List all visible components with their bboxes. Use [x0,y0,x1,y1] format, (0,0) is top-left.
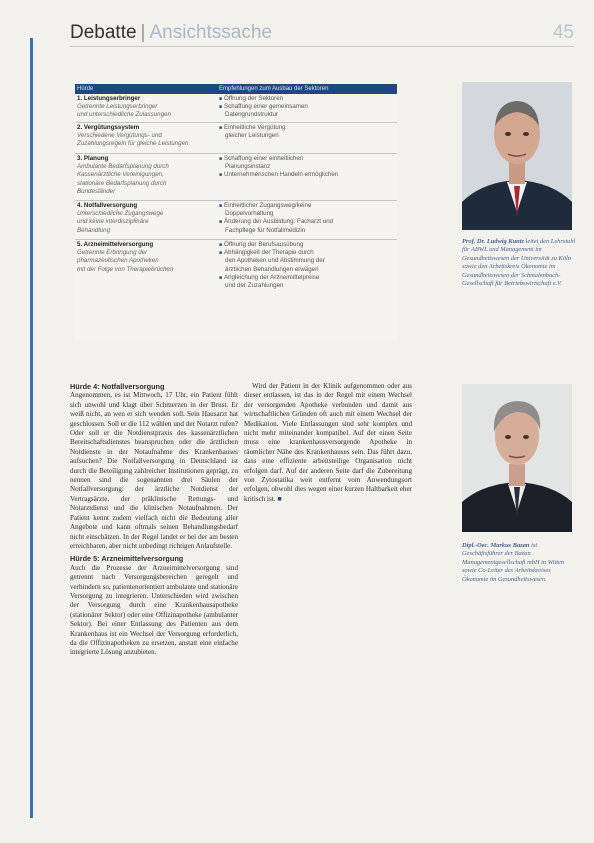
row-title: 5. Arzneimittelversorgung [77,241,154,248]
person-name: Dipl.-Oec. Markus Bazan [462,542,530,549]
row-rec: ■ Abhängigkeit der Therapie durch [219,249,395,257]
row-title: 3. Planung [77,155,109,162]
section-heading: Hürde 4: Notfallversorgung [70,382,165,391]
row-rec: ■ Einheitliche Vergütung [219,124,395,132]
table-row [75,201,397,240]
table-row [75,154,397,201]
portrait-illustration [462,384,572,532]
title-main: Debatte [70,22,137,43]
row-rec: ■ Öffnung der Sektoren [219,95,395,103]
row-desc: Ambulante Bedarfsplanung durch [77,163,169,171]
hurdles-table [75,84,397,340]
row-rec: ■ Schaffung einer einheitlichen [219,155,395,163]
row-rec: Fachpflege für Notfallmedizin [225,226,306,234]
end-mark-icon: ■ [277,494,282,503]
row-desc: Unterschiedliche Zugangswege [77,210,164,218]
article-paragraph: Angenommen, es ist Mittwoch, 17 Uhr, ein Patient fühlt sich unwohl und klagt über Schmerzen in der Brust. Er weiß nicht, an wen er sich wenden soll. Sein Hausarzt hat geschlossen. Soll er die 112 wählen und der Notarzt rufen? Oder soll er die Notdienstpraxis des kassenärztlichen Bereitschaftsdienstes beanspruchen oder die ärztlichen Notdienste in der Notaufnahme des Krankenhauses aufsuchen? Die Notfallversorgung in Deutschland ist durch die Beteiligung zahlreicher Institutionen geprägt, zu nennen sind die sogenannten drei Säulen der Notfallversorgung: der ärztliche Notdienst der Vertragsärzte, der präklinische Rettungs- und Notarztdienst und die klinischen Notaufnahmen. Der Patient kennt zudem vielfach nicht die Bedeutung aller Angebote und kann oftmals seinen Behandlungsbedarf nicht einschätzen. In der Regel landet er bei der am besten erreichbaren, aber nicht unbedingt richtigen Anlaufstelle. [70,391,238,550]
row-rec: gleicher Leistungen [225,132,279,140]
row-rec: und der Zuzahlungen [225,282,284,290]
article-column-left [70,382,238,661]
row-desc: Zuzahlungsregeln für gleiche Leistungen [77,140,189,148]
article-paragraph: Auch die Prozesse der Arzneimittelversorgung sind getrennt nach Versorgungsbereichen geregelt und verhindern so, patientenorientiert ambulante und stationäre Versorgung zu integrieren. Unterschieden wird zwischen der Versorgung durch eine Krankenhausapotheke (stationärer Sektor) oder eine Offizinapotheke (ambulanter Sektor). Bei einer Entlassung des Patienten aus dem Krankenhaus ist ein Wechsel der Versorgung erforderlich, da die Offizinapotheken zu ersetzen, anstatt eine einfache integrierte Lösung anzubieten. [70,563,238,657]
row-title: 4. Notfallversorgung [77,202,138,209]
table-header-right: Empfehlungen zum Ausbau der Sektoren [219,86,329,92]
table-header-left: Hürde [77,86,94,92]
row-title: 1. Leistungserbringer [77,95,141,102]
table-row [75,94,397,123]
row-desc: Getrennte Erbringung der [77,249,148,257]
article-paragraph-text: Wird der Patient in der Klinik aufgenommen oder aus dieser entlassen, ist das in der Regel mit einem Wechsel der versorgenden Apotheke verbunden und damit aus wirtschaftlichen Gründen oft auch mit einem Wechsel der Medikation. Viele Entlassungen sind sehr komplex und nicht mehr miteinander kompatibel. Auf der einen Seite muss eine krankenhausversorgende Apotheke in räumlicher Nähe des Krankenhauses sein. Das führt dazu, dass eine effiziente arbeitsteilige Organisation nicht erfolgen darf. Auf der anderen Seite darf die Zubereitung von Zytostatika weit entfernt vom Anwendungsort erfolgen, obwohl dies wegen einer kurzen Haltbarkeit eher kritisch ist. [244,382,412,503]
row-rec: ■ Einheitlicher Zugangsweg/keine [219,202,395,210]
row-title: 2. Vergütungssystem [77,124,140,131]
row-rec: ■ Angleichung der Arzneimittelpreise [219,274,395,282]
person-role: leitet den Lehrstuhl für ABWL und Management im Gesundheitswesen der Universität zu Köln sowie den Arbeitskreis Ökonomie im Gesundheitswesen der Schmalenbach-Gesellschaft für Betriebswirtschaft e.V. [462,238,576,288]
page-title [70,22,272,44]
person-role: ist Geschäftsführer der Bazan Managementgesellschaft mbH in Witten sowie Co-Leiter des Arbeitskreises Ökonomie im Gesundheitswesen. [462,542,565,583]
row-desc: Verschiedene Vergütungs- und [77,132,162,140]
title-separator: | [140,22,146,43]
row-rec: ■ Unternehmerischen Handeln ermöglichen [219,171,395,179]
row-desc: mit der Folge von Therapiebrüchen [77,265,174,273]
portrait-caption [462,238,578,288]
portrait-caption [462,542,578,584]
row-desc: Bundesländer [77,187,116,195]
title-subtitle: Ansichtssache [149,22,272,43]
row-desc: und keine interdisziplinäre [77,218,149,226]
table-row [75,240,397,298]
row-rec: ■ Änderung der Ausbildung: Facharzt und [219,218,395,226]
section-heading: Hürde 5: Arzneimittelversorgung [70,554,184,564]
table-row [75,123,397,154]
row-rec: ■ Öffnung der Berufsausübung [219,241,395,249]
row-rec: Doppelvorhaltung [225,210,274,218]
page-number: 45 [552,22,574,43]
row-rec: ärztlichen Behandlungen erwägen [225,265,319,273]
person-name: Prof. Dr. Ludwig Kuntz [462,238,524,245]
row-desc: stationäre Bedarfsplanung durch [77,179,167,187]
header-divider [70,46,574,47]
row-desc: und unterschiedliche Zulassungen [77,111,171,119]
row-desc: pharmazeutischen Apotheken [77,257,159,265]
table-header [75,84,397,94]
row-desc: Behandlung [77,226,111,234]
portrait-illustration [462,82,572,230]
row-rec: ■ Schaffung einer gemeinsamen [219,103,395,111]
article-column-right [244,382,412,507]
row-rec: den Apotheken und Abstimmung der [225,257,325,265]
portrait-photo [462,82,572,230]
article-paragraph [244,382,412,504]
row-rec: Datengrundstruktur [225,111,278,119]
row-desc: Getrennte Leistungserbringer [77,103,158,111]
row-desc: Kassenärztliche Vereinigungen, [77,171,164,179]
row-rec: Planungsinstanz [225,163,271,171]
portrait-photo [462,384,572,532]
margin-accent-bar [30,38,33,818]
